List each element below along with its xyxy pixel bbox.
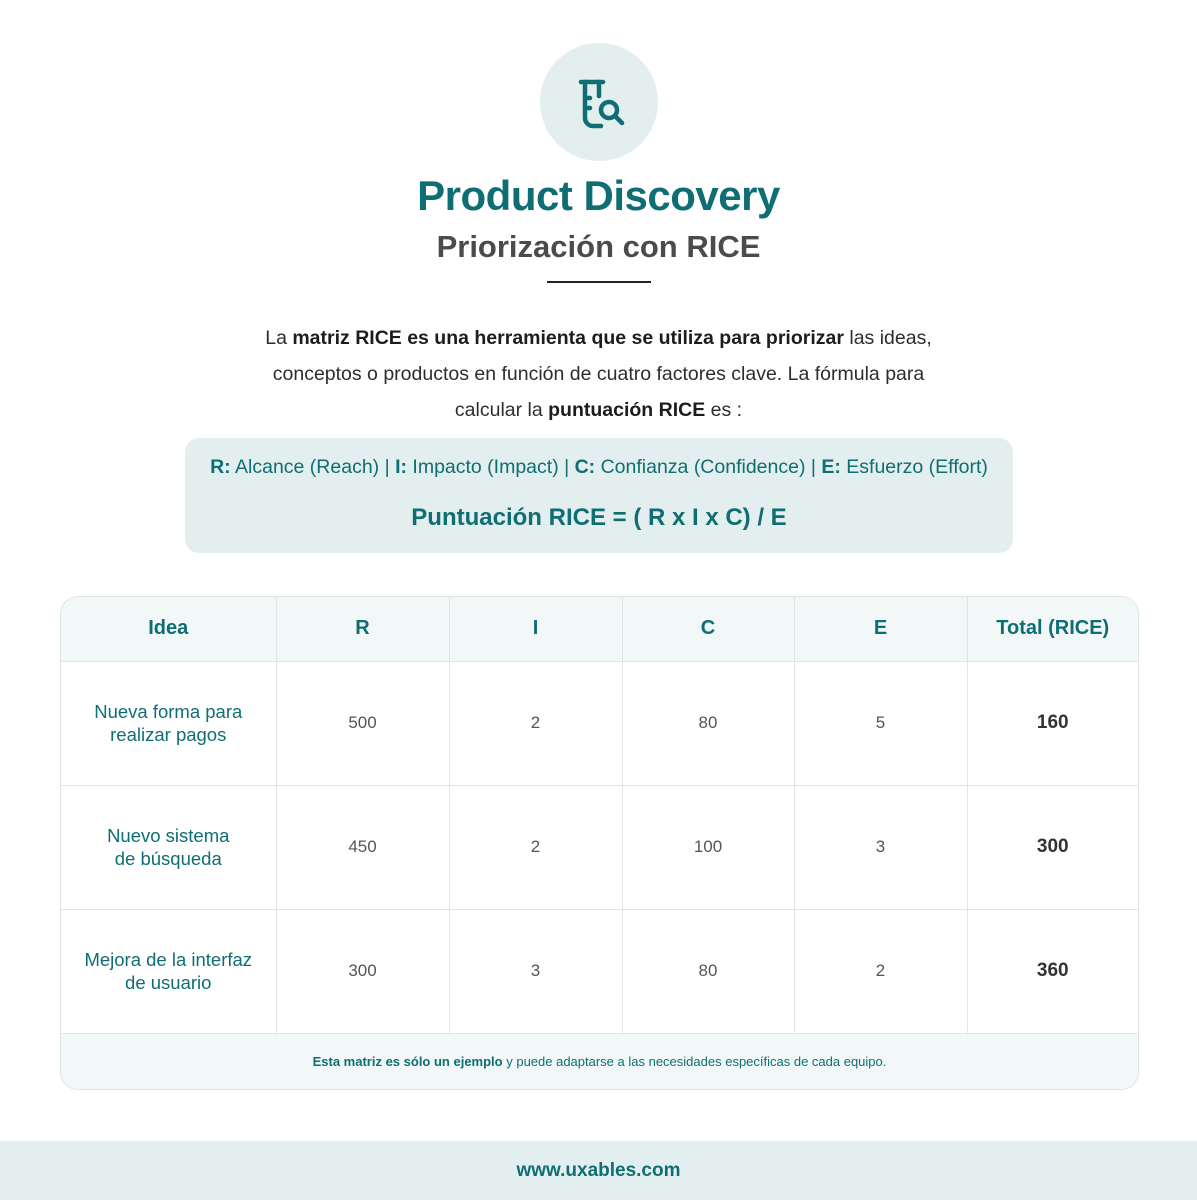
impact-cell: 2: [449, 661, 622, 785]
legend-label-i: Impacto (Impact) |: [406, 456, 575, 478]
legend-label-r: Alcance (Reach) |: [230, 456, 396, 478]
total-cell: 360: [967, 909, 1138, 1033]
formula-legend: [185, 456, 1013, 479]
reach-cell: 500: [276, 661, 449, 785]
legend-key-i: I:: [395, 456, 407, 478]
effort-cell: 2: [794, 909, 967, 1033]
idea-line: de búsqueda: [114, 848, 222, 869]
idea-cell: [61, 909, 276, 1033]
legend-key-c: C:: [574, 456, 596, 478]
column-header-e: E: [794, 597, 967, 661]
table-header-row: [61, 597, 1138, 661]
intro-text-3: es :: [705, 399, 743, 421]
legend-label-e: Esfuerzo (Effort): [840, 456, 988, 478]
total-cell: 160: [967, 661, 1138, 785]
column-header-i: I: [449, 597, 622, 661]
idea-cell: [61, 661, 276, 785]
table-footnote: [61, 1034, 1138, 1089]
idea-line: realizar pagos: [110, 724, 227, 745]
intro-text-2: las ideas, conceptos o productos en función de cuatro factores clave. La fórmula para calcular la: [272, 327, 932, 421]
rice-formula: Puntuación RICE = ( R x I x C) / E: [411, 504, 787, 531]
flask-search-icon: [567, 70, 631, 134]
idea-line: de usuario: [125, 972, 212, 993]
intro-text-1: La: [265, 327, 293, 349]
confidence-cell: 80: [622, 661, 794, 785]
confidence-cell: 100: [622, 785, 794, 909]
page-subtitle: Priorización con RICE: [436, 229, 761, 264]
effort-cell: 3: [794, 785, 967, 909]
column-header-idea: Idea: [61, 597, 276, 661]
table-row: [61, 909, 1138, 1033]
intro-paragraph: [240, 320, 957, 428]
formula-panel: [185, 438, 1013, 553]
legend-key-e: E:: [821, 456, 841, 478]
intro-bold-1: matriz RICE es una herramienta que se utiliza para priorizar: [292, 327, 844, 349]
rice-table: [61, 597, 1138, 1034]
footnote-text: y puede adaptarse a las necesidades específicas de cada equipo.: [502, 1054, 887, 1069]
reach-cell: 300: [276, 909, 449, 1033]
impact-cell: 2: [449, 785, 622, 909]
idea-cell: [61, 785, 276, 909]
idea-line: Mejora de la interfaz: [84, 949, 253, 970]
page-title: Product Discovery: [417, 172, 780, 219]
table-row: [61, 661, 1138, 785]
impact-cell: 3: [449, 909, 622, 1033]
reach-cell: 450: [276, 785, 449, 909]
column-header-c: C: [622, 597, 794, 661]
confidence-cell: 80: [622, 909, 794, 1033]
footnote-bold: Esta matriz es sólo un ejemplo: [312, 1054, 503, 1069]
footer-bar: [0, 1141, 1197, 1200]
table-row: [61, 785, 1138, 909]
idea-line: Nueva forma para: [94, 701, 243, 722]
column-header-total: Total (RICE): [967, 597, 1138, 661]
idea-line: Nuevo sistema: [107, 825, 230, 846]
legend-label-c: Confianza (Confidence) |: [595, 456, 822, 478]
website-link[interactable]: www.uxables.com: [516, 1159, 681, 1181]
intro-bold-2: puntuación RICE: [548, 399, 706, 421]
header-icon-badge: [540, 43, 658, 161]
column-header-r: R: [276, 597, 449, 661]
title-divider: [547, 281, 651, 283]
legend-key-r: R:: [210, 456, 231, 478]
rice-table-card: [60, 596, 1139, 1090]
total-cell: 300: [967, 785, 1138, 909]
effort-cell: 5: [794, 661, 967, 785]
